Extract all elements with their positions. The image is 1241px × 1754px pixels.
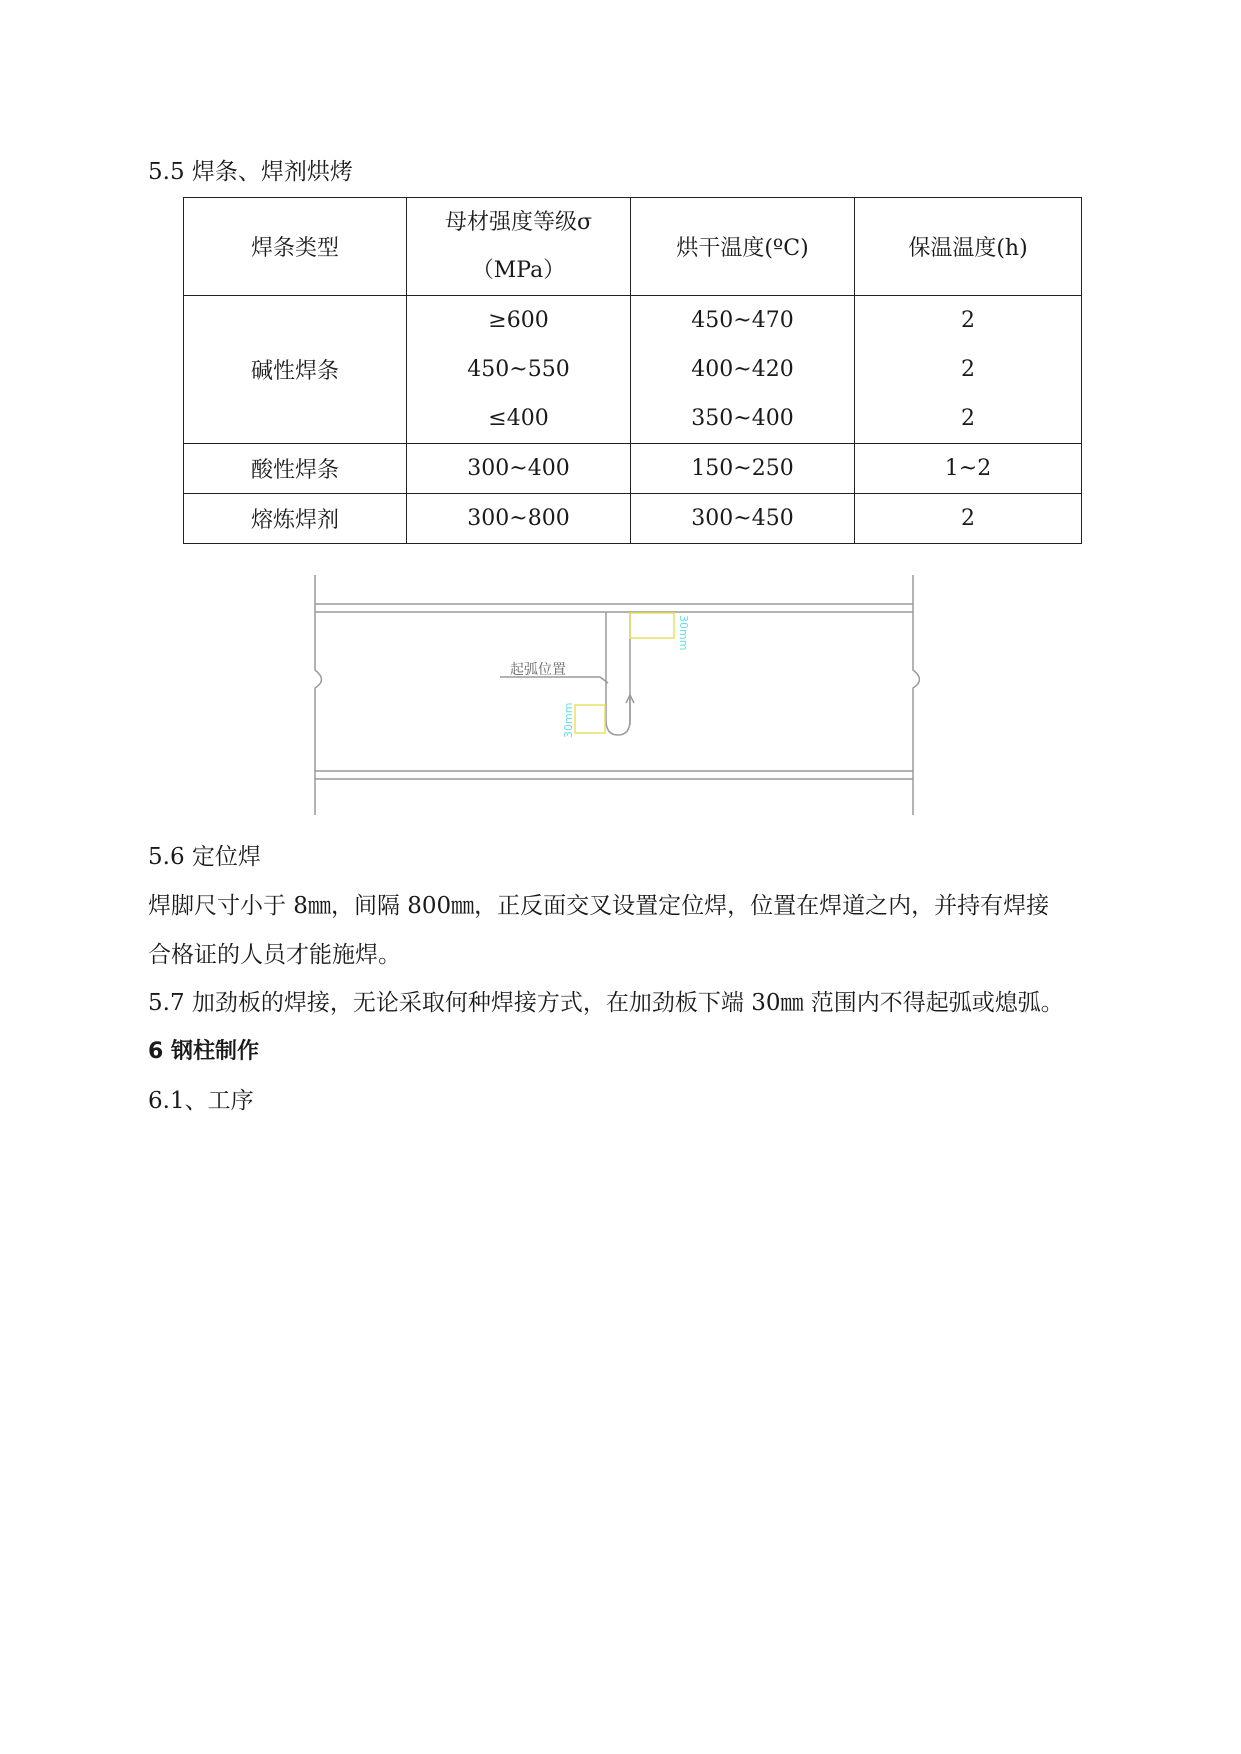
cell-value: 450~470	[691, 308, 794, 333]
cell-value: ≤400	[488, 406, 549, 431]
cell-dry-temp: 150~250	[631, 444, 855, 494]
dim-label-top: 30mm	[677, 615, 690, 651]
table-row	[184, 296, 1082, 444]
diagram-lines	[315, 575, 920, 815]
cell-value: 450~550	[467, 357, 570, 382]
table-header-row	[184, 198, 1082, 296]
cell-value: 400~420	[691, 357, 794, 382]
cell-dry-temp: 300~450	[631, 494, 855, 544]
cell-strength	[407, 296, 631, 444]
cell-hold: 2	[855, 494, 1082, 544]
table-row	[184, 494, 1082, 544]
cell-type: 酸性焊条	[184, 444, 407, 494]
right-break-line	[913, 575, 920, 815]
dim-box-bottom	[575, 705, 605, 733]
stiffener-weld-diagram	[310, 575, 920, 825]
cell-hold	[855, 296, 1082, 444]
header-strength-line1: 母材强度等级σ	[444, 209, 593, 235]
section-5-6-para-line2: 合格证的人员才能施焊。	[148, 942, 401, 968]
cell-value: 2	[961, 406, 975, 431]
header-electrode-type: 焊条类型	[184, 198, 407, 296]
cell-strength: 300~400	[407, 444, 631, 494]
header-dry-temp: 烘干温度(ºC)	[631, 198, 855, 296]
cell-dry-temp	[631, 296, 855, 444]
cell-value: 2	[961, 308, 975, 333]
cell-type: 碱性焊条	[184, 296, 407, 444]
dim-label-bottom: 30mm	[562, 702, 575, 738]
cell-type: 熔炼焊剂	[184, 494, 407, 544]
cell-value: ≥600	[488, 308, 549, 333]
table-row	[184, 444, 1082, 494]
arc-position-label: 起弧位置	[510, 662, 566, 678]
section-5-6-heading: 5.6 定位焊	[148, 844, 261, 870]
section-5-7-text: 5.7 加劲板的焊接，无论采取何种焊接方式，在加劲板下端 30㎜ 范围内不得起弧或熄弧。	[148, 990, 1064, 1016]
dim-box-top	[630, 613, 674, 638]
section-5-6-para-line1: 焊脚尺寸小于 8㎜，间隔 800㎜，正反面交叉设置定位焊，位置在焊道之内，并持有焊接	[148, 893, 1050, 919]
cell-hold: 1~2	[855, 444, 1082, 494]
section-6-1-heading: 6.1、工序	[148, 1088, 254, 1114]
baking-table	[183, 197, 1082, 544]
header-strength	[407, 198, 631, 296]
section-5-5-heading: 5.5 焊条、焊剂烘烤	[148, 159, 353, 185]
cell-value: 350~400	[691, 406, 794, 431]
stiffener-plate	[606, 612, 630, 735]
header-hold: 保温温度(h)	[855, 198, 1082, 296]
cell-value: 2	[961, 357, 975, 382]
leader-line	[600, 677, 608, 683]
cell-strength: 300~800	[407, 494, 631, 544]
header-strength-line2: （MPa）	[471, 257, 566, 283]
section-6-heading: 6 钢柱制作	[148, 1039, 259, 1064]
